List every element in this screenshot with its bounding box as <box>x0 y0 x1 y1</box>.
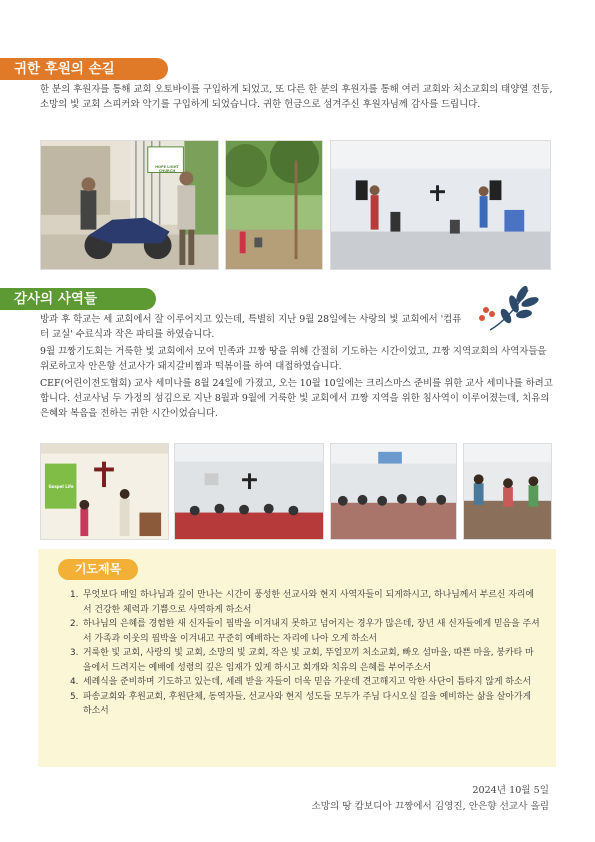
donations-paragraph: 한 분의 후원자를 통해 교회 오토바이를 구입하게 되었고, 또 다른 한 분의 후원자를 통해 여러 교회와 처소교회의 태양열 전등, 소망의 빛 교회 스피커와 악기를 구입하게 되었습니다. 귀한 헌금으로 섬겨주신 후원자님께 감사를 드립니다. <box>40 84 553 110</box>
section-title: 귀한 후원의 손길 <box>14 61 115 77</box>
leaf-decoration-icon <box>478 280 548 340</box>
footer-signature: 소망의 땅 캄보디아 끄짱에서 김영진, 안은향 선교사 올림 <box>311 801 549 812</box>
photo-healing-ministry <box>463 443 552 540</box>
section-title: 감사의 사역들 <box>14 291 97 307</box>
photo-church-speakers <box>330 140 551 270</box>
ministry-paragraph-1: 방과 후 학교는 세 교회에서 잘 이루어지고 있는데, 특별히 지난 9월 28일에는 사랑의 빛 교회에서 '컴퓨터 교실' 수료식과 작은 파티를 하였습니다. <box>40 314 462 340</box>
prayer-list <box>70 588 542 719</box>
prayer-item: 2. 하나님의 은혜를 경험한 새 신자들이 핍박을 이겨내지 못하고 넘어지는 경우가 많은데, 장년 새 신자들에게 믿음을 주셔서 가족과 이웃의 핍박을 이겨내고 꾸준히 예배하는 자리에 나아 오게 하소서 <box>70 619 540 644</box>
section-header-donations <box>0 58 168 80</box>
prayer-item: 1. 무엇보다 매일 하나님과 깊이 만나는 시간이 풍성한 선교사와 현지 사역자들이 되게하시고, 하나님께서 부르신 자리에서 건강한 체력과 기쁨으로 사역하게 하소서 <box>70 590 535 615</box>
church-sign-text: HOPE LIGHT CHURCH <box>155 165 179 173</box>
photo-teacher-seminar <box>330 443 457 540</box>
prayer-title: 기도제목 <box>58 559 138 580</box>
prayer-item: 4. 세례식을 준비하며 기도하고 있는데, 세례 받을 자들이 더욱 믿음 가운데 견고해지고 악한 사단이 틈타지 않게 하소서 <box>70 677 532 687</box>
photo-prayer-meeting <box>174 443 324 540</box>
prayer-item: 3. 거룩한 빛 교회, 사랑의 빛 교회, 소망의 빛 교회, 작은 빛 교회, 뚜얼꼬끼 처소교회, 빠오 섬마을, 따쁜 마을, 붕카타 마을에서 드려지는 예배에 성령의 깊은 임재가 있게 하시고 회개와 치유의 은혜를 부어주소서 <box>70 648 534 673</box>
photo-solar-lamp <box>225 140 323 270</box>
prayer-item: 5. 파송교회와 후원교회, 후원단체, 동역자들, 선교사와 현지 성도들 모두가 주님 다시오실 길을 예비하는 삶을 살아가게 하소서 <box>70 691 532 716</box>
banner-text: Gospel Life <box>48 484 74 489</box>
photo-motorbike <box>40 140 219 270</box>
footer-date: 2024년 10월 5일 <box>472 785 549 796</box>
section-header-ministries <box>0 288 156 310</box>
ministry-paragraph-3: CEF(어린이전도협회) 교사 세미나를 8월 24일에 가졌고, 오는 10월 10일에는 크리스마스 준비를 위한 교사 세미나를 하려고 합니다. 선교사님 두 가정의 섬김으로 지난 8월과 9월에 거룩한 빛 교회에서 끄짱 지역을 위한 침사역이 이루어졌는데, 치유의 은혜와 복음을 전하는 귀한 시간이었습니다. <box>40 378 553 419</box>
ministry-paragraph-2: 9월 끄짱기도회는 거룩한 빛 교회에서 모여 민족과 끄짱 땅을 위해 간절히 기도하는 시간이었고, 끄짱 지역교회의 사역자들을 위로하고자 안은향 선교사가 돼지갈비찜과 떡볶이를 하여 대접하였습니다. <box>40 346 547 372</box>
photo-certificate <box>40 443 169 540</box>
